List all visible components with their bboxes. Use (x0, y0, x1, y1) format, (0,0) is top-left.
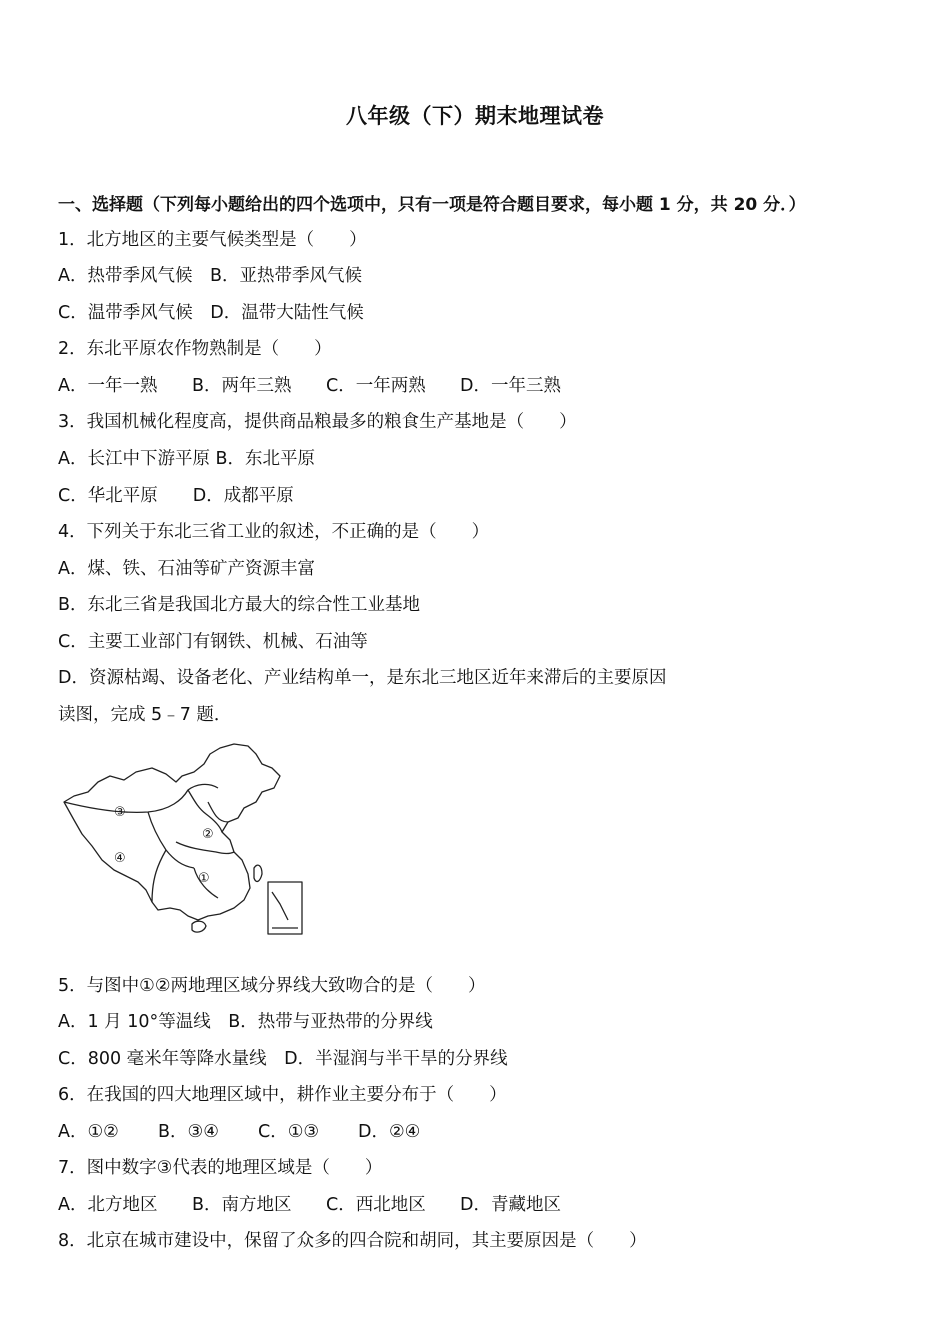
question-1: 1．北方地区的主要气候类型是（ ） (58, 230, 367, 250)
question-3-options-cd: C．华北平原 D．成都平原 (58, 486, 294, 506)
question-7-option-c: C．西北地区 (326, 1195, 426, 1215)
section-heading: 一、选择题（下列每小题给出的四个选项中，只有一项是符合题目要求，每小题 1 分，共 20 分．） (58, 195, 806, 215)
question-7: 7．图中数字③代表的地理区域是（ ） (58, 1158, 383, 1178)
question-6-options (58, 1120, 420, 1144)
question-7-option-d: D．青藏地区 (460, 1195, 561, 1215)
question-5: 5．与图中①②两地理区域分界线大致吻合的是（ ） (58, 976, 486, 996)
question-7-option-a: A．北方地区 (58, 1195, 158, 1215)
question-7-options (58, 1193, 561, 1217)
question-2-options (58, 374, 561, 398)
question-6: 6．在我国的四大地理区域中，耕作业主要分布于（ ） (58, 1085, 507, 1105)
question-5-options-ab: A．1 月 10°等温线 B．热带与亚热带的分界线 (58, 1012, 433, 1032)
question-2-option-d: D．一年三熟 (460, 376, 561, 396)
question-6-option-d: D．②④ (358, 1122, 421, 1142)
question-2-option-c: C．一年两熟 (326, 376, 426, 396)
question-4: 4．下列关于东北三省工业的叙述，不正确的是（ ） (58, 522, 490, 542)
question-1-options-ab: A．热带季风气候 B．亚热带季风气候 (58, 266, 362, 286)
question-3: 3．我国机械化程度高，提供商品粮最多的粮食生产基地是（ ） (58, 412, 577, 432)
question-6-option-b: B．③④ (158, 1122, 219, 1142)
china-map-outline (58, 742, 308, 942)
question-7-option-b: B．南方地区 (192, 1195, 292, 1215)
question-2-option-a: A．一年一熟 (58, 376, 158, 396)
china-regions-map (58, 742, 308, 942)
question-4-option-a: A．煤、铁、石油等矿产资源丰富 (58, 559, 315, 579)
map-label-1: ① (198, 871, 210, 886)
question-3-options-ab: A．长江中下游平原 B．东北平原 (58, 449, 316, 469)
question-4-option-c: C．主要工业部门有钢铁、机械、石油等 (58, 632, 368, 652)
question-2: 2．东北平原农作物熟制是（ ） (58, 339, 332, 359)
question-2-option-b: B．两年三熟 (192, 376, 292, 396)
map-label-4: ④ (114, 851, 126, 866)
map-label-2: ② (202, 827, 214, 842)
question-6-option-c: C．①③ (258, 1122, 320, 1142)
question-4-option-b: B．东北三省是我国北方最大的综合性工业基地 (58, 595, 421, 615)
page-title: 八年级（下）期末地理试卷 (346, 104, 604, 128)
question-4-option-d: D．资源枯竭、设备老化、产业结构单一，是东北三地区近年来滞后的主要原因 (58, 668, 667, 688)
question-1-options-cd: C．温带季风气候 D．温带大陆性气候 (58, 303, 364, 323)
question-6-option-a: A．①② (58, 1122, 119, 1142)
question-5-options-cd: C．800 毫米年等降水量线 D．半湿润与半干旱的分界线 (58, 1049, 508, 1069)
question-8: 8．北京在城市建设中，保留了众多的四合院和胡同，其主要原因是（ ） (58, 1231, 647, 1251)
read-map-instruction: 读图，完成 5﹣7 题． (58, 705, 232, 725)
map-label-3: ③ (114, 805, 126, 820)
